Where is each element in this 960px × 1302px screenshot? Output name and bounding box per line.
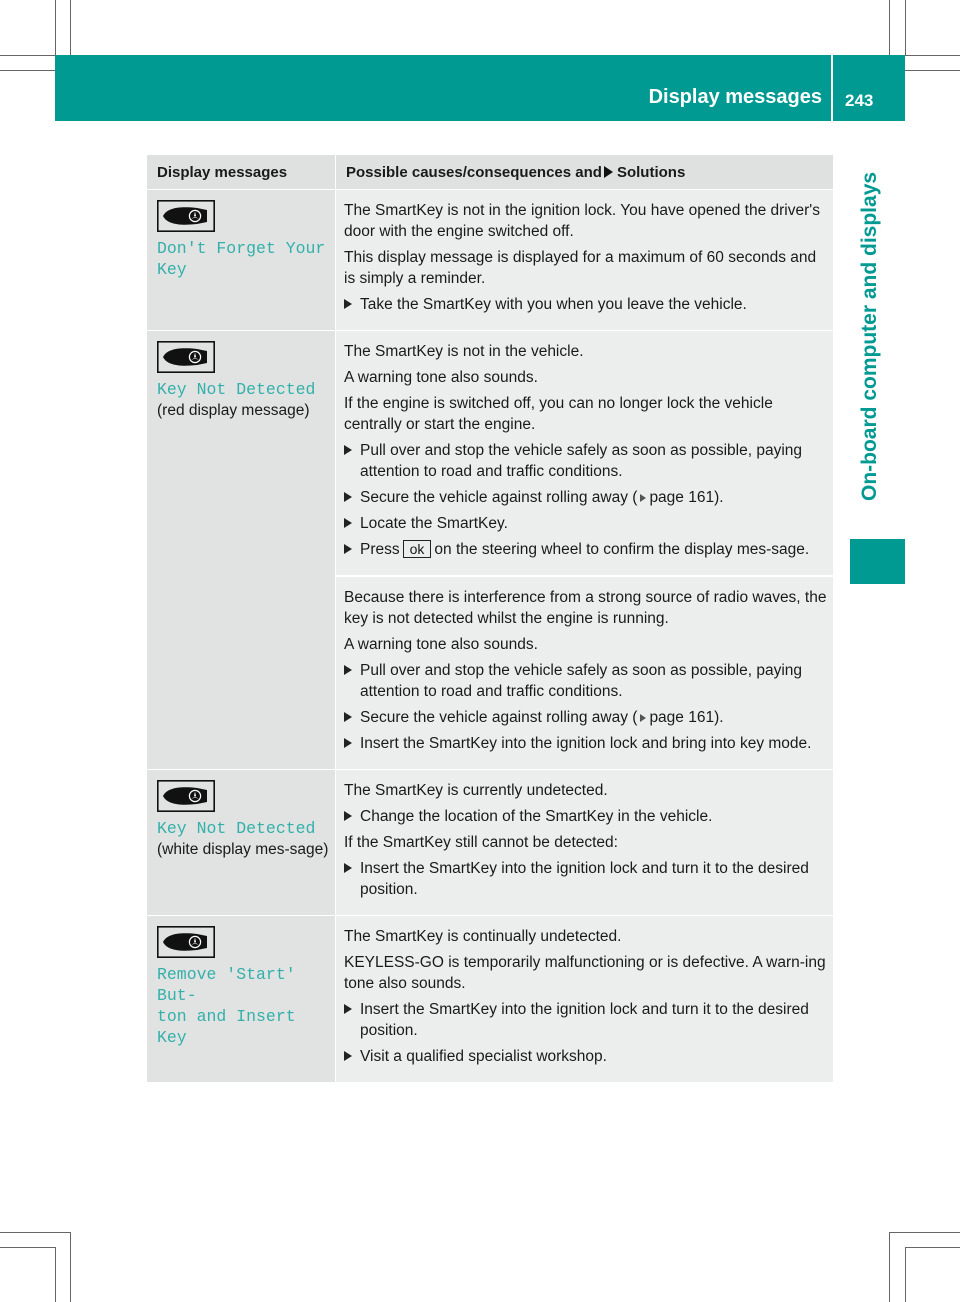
arrow-icon <box>604 166 613 178</box>
step-arrow-icon <box>344 738 352 748</box>
message-cell <box>147 769 335 915</box>
table-row <box>147 189 833 330</box>
crop-mark <box>0 1247 55 1248</box>
action-step <box>344 513 829 534</box>
step-text: Secure the vehicle against rolling away ( <box>360 489 638 506</box>
step-arrow-icon <box>344 863 352 873</box>
step-text: Take the SmartKey with you when you leave the vehicle. <box>360 296 747 313</box>
cause-text: The SmartKey is currently undetected. <box>344 782 608 799</box>
action-step <box>344 1046 829 1067</box>
smartkey-icon <box>157 926 215 958</box>
ok-button-symbol: ok <box>403 540 432 558</box>
crop-mark <box>55 0 56 55</box>
step-arrow-icon <box>344 518 352 528</box>
message-cell <box>147 330 335 769</box>
column-header-messages: Display messages <box>147 155 335 189</box>
table-row <box>147 330 833 575</box>
step-text: Press <box>360 541 400 558</box>
step-arrow-icon <box>344 712 352 722</box>
page-reference-link[interactable]: page 161). <box>649 489 724 506</box>
step-arrow-icon <box>344 665 352 675</box>
step-text: Insert the SmartKey into the ignition lock and turn it to the desired position. <box>360 860 809 898</box>
step-text: Secure the vehicle against rolling away ( <box>360 709 638 726</box>
display-message-line: Key <box>157 260 187 279</box>
cause-text: A warning tone also sounds. <box>344 369 538 386</box>
column-header-causes: Possible causes/consequences and <box>346 164 602 181</box>
action-step <box>344 440 829 482</box>
crop-mark <box>70 1232 71 1302</box>
message-note: (red display message) <box>157 402 310 419</box>
display-message-line: ton and Insert Key <box>157 1007 296 1047</box>
crop-mark <box>905 1247 960 1248</box>
step-text: Insert the SmartKey into the ignition lock and bring into key mode. <box>360 735 812 752</box>
solution-cell <box>335 769 833 915</box>
step-arrow-icon <box>344 1004 352 1014</box>
page-ref-icon <box>640 494 646 502</box>
message-cell <box>147 915 335 1082</box>
table-row <box>147 915 833 1082</box>
smartkey-icon <box>157 200 215 232</box>
cause-text: Because there is interference from a strong source of radio waves, the key is not detected whilst the engine is running. <box>344 589 827 627</box>
cause-text: The SmartKey is not in the ignition lock. You have opened the driver's door with the engine switched off. <box>344 202 820 240</box>
message-cell <box>147 189 335 330</box>
step-arrow-icon <box>344 1051 352 1061</box>
section-title: Display messages <box>648 86 822 108</box>
action-step <box>344 660 829 702</box>
chapter-tab-marker <box>850 539 905 584</box>
solution-cell <box>335 575 833 769</box>
action-step <box>344 487 829 508</box>
step-arrow-icon <box>344 299 352 309</box>
step-text: Change the location of the SmartKey in the vehicle. <box>360 808 713 825</box>
cause-text: If the engine is switched off, you can no longer lock the vehicle centrally or start the engine. <box>344 395 773 433</box>
solution-cell <box>335 330 833 575</box>
crop-mark <box>0 1232 70 1233</box>
step-arrow-icon <box>344 811 352 821</box>
action-step <box>344 294 829 315</box>
solution-cell <box>335 189 833 330</box>
action-step <box>344 999 829 1041</box>
step-text: Visit a qualified specialist workshop. <box>360 1048 607 1065</box>
solution-cell <box>335 915 833 1082</box>
step-arrow-icon <box>344 544 352 554</box>
step-text: Pull over and stop the vehicle safely as soon as possible, paying attention to road and traffic conditions. <box>360 442 803 480</box>
header-separator <box>831 55 833 121</box>
cause-text: This display message is displayed for a maximum of 60 seconds and is simply a reminder. <box>344 249 817 287</box>
smartkey-icon <box>157 341 215 373</box>
table-header-row <box>147 155 833 189</box>
cause-text: If the SmartKey still cannot be detected: <box>344 834 618 851</box>
column-header-solutions <box>335 155 833 189</box>
crop-mark <box>55 1247 56 1302</box>
display-messages-table <box>147 155 833 1082</box>
crop-mark <box>905 0 906 55</box>
crop-mark <box>0 55 55 56</box>
display-message-line: Remove 'Start' But‐ <box>157 965 296 1005</box>
action-step <box>344 858 829 900</box>
cause-text: A warning tone also sounds. <box>344 636 538 653</box>
crop-mark <box>889 1232 960 1233</box>
step-arrow-icon <box>344 445 352 455</box>
action-step <box>344 539 829 560</box>
page-number: 243 <box>845 91 874 110</box>
column-header-solutions-label: Solutions <box>616 164 686 181</box>
action-step <box>344 733 829 754</box>
crop-mark <box>905 55 960 56</box>
display-message-line: Key Not Detected <box>157 819 316 838</box>
display-message-line: Key Not Detected <box>157 380 316 399</box>
display-message-line: Don't Forget Your <box>157 239 326 258</box>
step-text: Pull over and stop the vehicle safely as soon as possible, paying attention to road and traffic conditions. <box>360 662 803 700</box>
cause-text: The SmartKey is continually undetected. <box>344 928 622 945</box>
step-text: Insert the SmartKey into the ignition lock and turn it to the desired position. <box>360 1001 809 1039</box>
table-row <box>147 769 833 915</box>
step-text: on the steering wheel to confirm the display mes-sage. <box>434 541 810 558</box>
page-reference-link[interactable]: page 161). <box>649 709 724 726</box>
smartkey-icon <box>157 780 215 812</box>
page-ref-icon <box>640 714 646 722</box>
crop-mark <box>905 1247 906 1302</box>
action-step <box>344 806 829 827</box>
chapter-tab-label: On-board computer and displays <box>858 171 881 501</box>
step-arrow-icon <box>344 492 352 502</box>
step-text: Locate the SmartKey. <box>360 515 508 532</box>
message-note: (white display mes-sage) <box>157 841 329 858</box>
action-step <box>344 707 829 728</box>
cause-text: The SmartKey is not in the vehicle. <box>344 343 584 360</box>
crop-mark <box>889 1232 890 1302</box>
cause-text: KEYLESS-GO is temporarily malfunctioning or is defective. A warn-ing tone also sounds. <box>344 954 826 992</box>
